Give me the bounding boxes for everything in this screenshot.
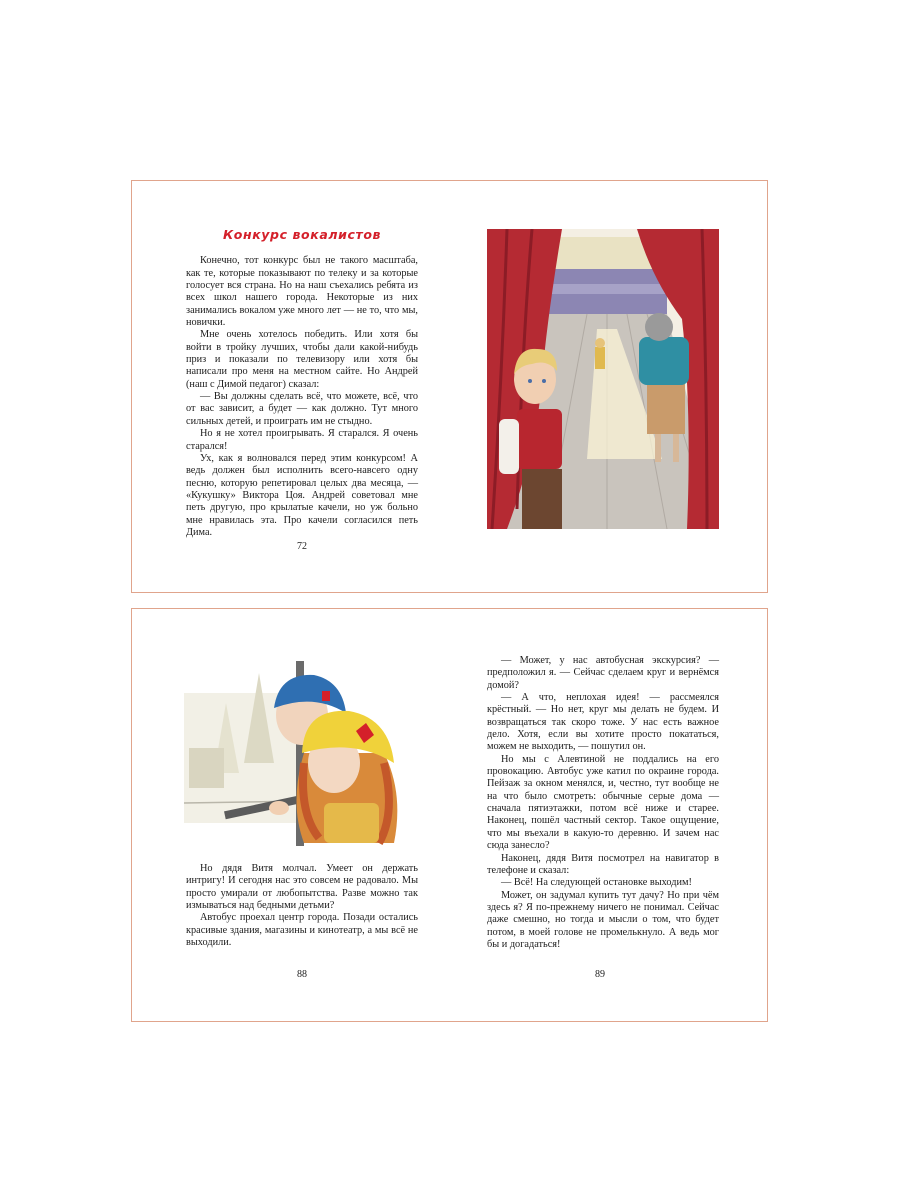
page-number: 88 — [297, 969, 307, 980]
book-spread-bottom — [131, 608, 768, 1022]
bus-window-illustration — [184, 653, 416, 848]
paragraph: Но я не хотел проигрывать. Я старался. Я очень старался! — [186, 428, 418, 452]
page-number: 89 — [595, 969, 605, 980]
right-page-text — [487, 655, 719, 951]
paragraph: Ух, как я волновался перед этим конкурсом! А ведь должен был исполнить всего-навсего одну песню, которую репетировал целых два месяца, — «Кукушку» Виктора Цоя. Андрей советовал мне петь другую, про крылатые качели, но уж больно мне нравилась эта. Про качели согласился петь Дима. — [186, 452, 418, 538]
left-page-text — [186, 229, 418, 539]
paragraph: — Всё! На следующей остановке выходим! — [501, 877, 692, 889]
paragraph: — Вы должны сделать всё, что можете, всё, что от вас зависит, а будет — как должно. Тут много сильных детей, и проиграть им не стыдно. — [186, 391, 418, 427]
paragraph: — А что, неплохая идея! — рассмеялся крёстный. — Но нет, круг мы делать не будем. И возвращаться так скоро тоже. У нас есть важное дело. Хотя, если вы хотите просто покататься, можем не выходить, — пошутил он. — [487, 692, 719, 753]
stage-illustration — [487, 229, 719, 529]
page-number: 72 — [297, 541, 307, 552]
paragraph: Но мы с Алевтиной не поддались на его провокацию. Автобус уже катил по окраине города. Пейзаж за окном менялся, и, честно, тут вообще не на что было смотреть: обычные серые дома — сначала пятиэтажки, потом всё ниже и старее. Наконец, пошёл частный сектор. Такое ощущение, что мы въехали в какую-то деревню. И зачем нас сюда занесло? — [487, 753, 719, 852]
paragraph: Автобус проехал центр города. Позади остались красивые здания, магазины и кинотеатр, а мы всё не выходили. — [186, 912, 418, 949]
paragraph: Может, он задумал купить тут дачу? Но при чём здесь я? Я по-прежнему ничего не понимал. Сейчас даже смешно, но тогда и мысли о том, что будет потом, в моей голове не промелькнуло. А ведь мог бы и догадаться! — [487, 889, 719, 950]
book-spread-top — [131, 180, 768, 593]
paragraph: Наконец, дядя Витя посмотрел на навигатор в телефоне и сказал: — [487, 852, 719, 876]
paragraph: Мне очень хотелось победить. Или хотя бы войти в тройку лучших, чтобы дали какой-нибудь приз и показали по телевизору или хотя бы написали про меня на местном сайте. Но Андрей (наш с Димой педагог) сказал: — [186, 329, 418, 390]
paragraph: Конечно, тот конкурс был не такого масштаба, как те, которые показывают по телеку и за которые голосует вся страна. Но на наш съехались ребята из всех школ нашего города. Некоторые из них занимались вокалом уже много лет — не то, что мы, новички. — [186, 255, 418, 329]
left-page-text — [186, 863, 418, 949]
chapter-title: Конкурс вокалистов — [222, 227, 382, 242]
paragraph: — Может, у нас автобусная экскурсия? — предположил я. — Сейчас сделаем круг и вернёмся домой? — [487, 655, 719, 691]
paragraph: Но дядя Витя молчал. Умеет он держать интригу! И сегодня нас это совсем не радовало. Мы просто умирали от любопытства. Разве можно так измываться над бедными детьми? — [186, 863, 418, 912]
